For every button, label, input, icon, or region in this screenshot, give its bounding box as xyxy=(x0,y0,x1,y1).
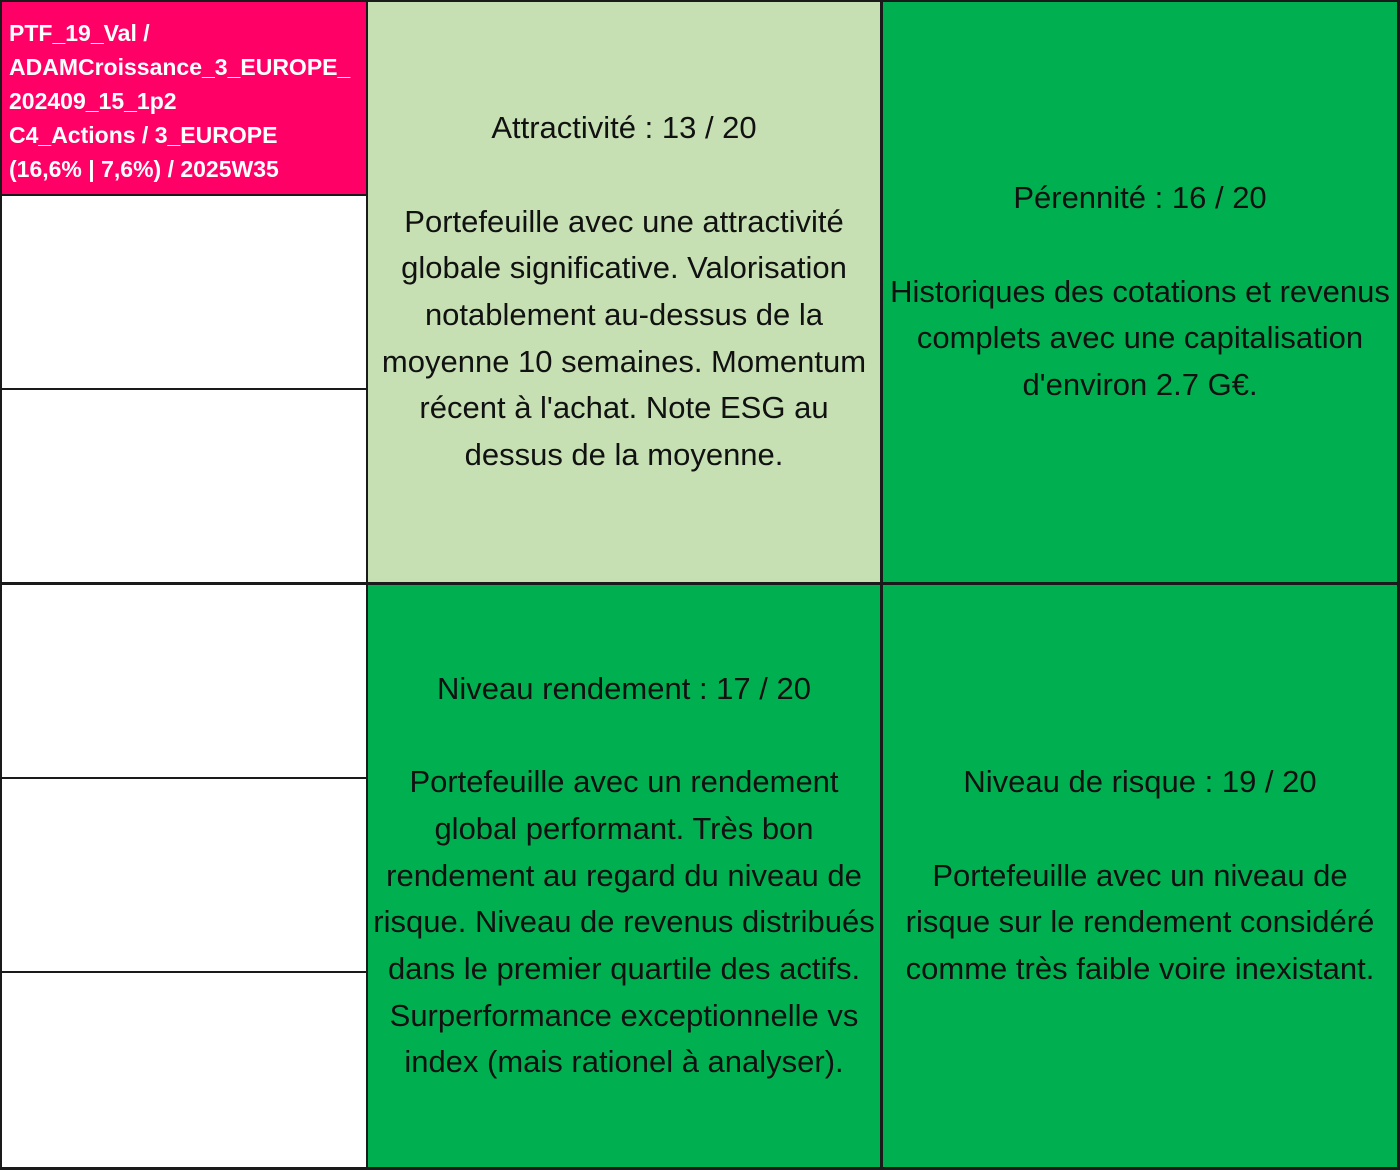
attractivite-heading: Attractivité : 13 / 20 xyxy=(491,110,757,146)
rendement-card xyxy=(368,585,880,1167)
empty-cell xyxy=(2,196,366,388)
risque-heading: Niveau de risque : 19 / 20 xyxy=(963,764,1317,800)
empty-cell xyxy=(2,390,366,582)
empty-cell xyxy=(2,779,366,971)
attractivite-card xyxy=(368,2,880,582)
empty-cell xyxy=(2,585,366,777)
risque-description: Portefeuille avec un niveau de risque sur le rendement considéré comme très faible voire inexistant. xyxy=(905,857,1375,987)
portfolio-title: PTF_19_Val / ADAMCroissance_3_EUROPE_202409_15_1p2 C4_Actions / 3_EUROPE (16,6% | 7,6%) / 2025W35 xyxy=(2,2,366,194)
perennite-card xyxy=(883,2,1397,582)
perennite-heading: Pérennité : 16 / 20 xyxy=(1013,180,1267,216)
rendement-description: Portefeuille avec un rendement global performant. Très bon rendement au regard du niveau de risque. Niveau de revenus distribués dans le premier quartile des actifs. Surperformance exceptionnelle vs index (mais rationel à analyser). xyxy=(373,764,875,1080)
risque-card xyxy=(883,585,1397,1167)
perennite-description: Historiques des cotations et revenus complets avec une capitalisation d'environ 2.7 G€. xyxy=(890,273,1390,403)
attractivite-description: Portefeuille avec une attractivité globale significative. Valorisation notablement au-dessus de la moyenne 10 semaines. Momentum récent à l'achat. Note ESG au dessus de la moyenne. xyxy=(381,203,867,473)
empty-cell xyxy=(2,973,366,1167)
rendement-heading: Niveau rendement : 17 / 20 xyxy=(437,670,811,706)
